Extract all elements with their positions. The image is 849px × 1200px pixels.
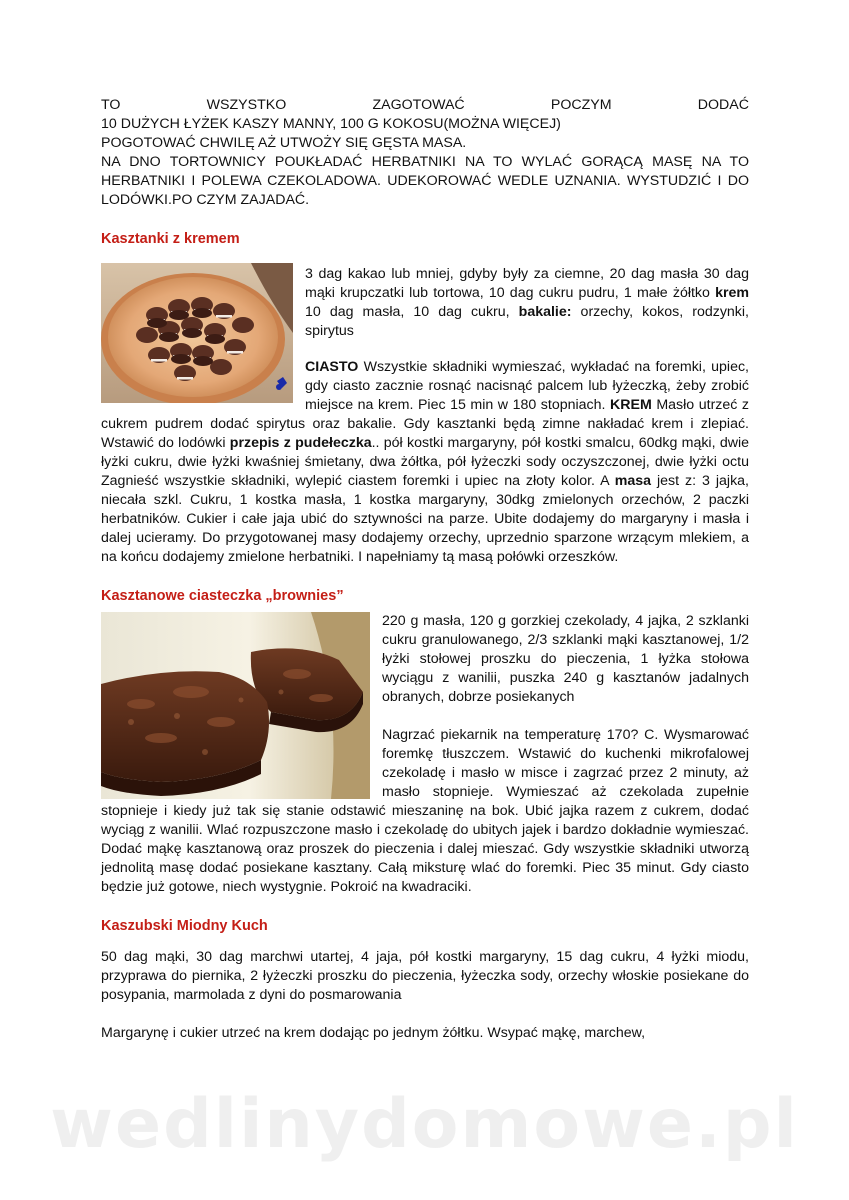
intro-line-1	[101, 96, 749, 115]
kuch-ingredients: 50 dag mąki, 30 dag marchwi utartej, 4 jaja, pół kostki margaryny, 15 dag cukru, 4 łyżki miodu, przyprawa do piernika, 2 łyżeczki proszku do pieczenia, łyżeczka sody, orzechy włoskie posiekane do posypania, marmolada z dyni do posmarowania	[101, 949, 749, 1003]
intro-word: DODAĆ	[697, 97, 749, 113]
kasztanki-heading: Kasztanki z kremem	[101, 231, 240, 247]
brownies-heading: Kasztanowe ciasteczka „brownies”	[101, 588, 344, 604]
kuch-method: Margarynę i cukier utrzeć na krem dodając po jednym żółtku. Wsypać mąkę, marchew,	[101, 1025, 646, 1041]
intro-paragraph: NA DNO TORTOWNICY POUKŁADAĆ HERBATNIKI NA TO WYLAĆ GORĄCĄ MASĘ NA TO HERBATNIKI I POLEWA CZEKOLADOWA. UDEKOROWAĆ WEDLE UZNANIA. WYSTUDZIĆ I DO LODÓWKI.PO CZYM ZAJADAĆ.	[101, 154, 749, 208]
brownies-section	[101, 612, 749, 897]
intro-line-3: POGOTOWAĆ CHWILĘ AŻ UTWOŻY SIĘ GĘSTA MASA.	[101, 135, 467, 151]
intro-word: TO	[101, 97, 121, 113]
watermark: wedlinydomowe.pl	[50, 1085, 799, 1164]
kuch-section	[101, 948, 749, 1043]
kuch-heading: Kaszubski Miodny Kuch	[101, 918, 268, 934]
brownies-method: Nagrzać piekarnik na temperaturę 170? C. Wysmarować foremkę tłuszczem. Wstawić do kuchenki mikrofalowej czekoladę i masło w misce i zagrzać przez 2 minuty, aż masło stopnieje. Wymieszać aż czekolada zupełnie stopnieje i kiedy już tak się stanie odstawić mieszaninę na bok. Ubić jajka razem z cukrem, dodać wyciąg z wanilii. Wlać rozpuszczone masło i czekoladę do ubitych jajek i bardzo dokładnie wymieszać. Dodać mąkę kasztanową oraz proszek do pieczenia i dalej mieszać. Gdy wszystkie składniki utworzą jednolitą masę dodać posiekane kasztany. Całą miksturę wlać do foremki. Piec 35 minut. Gdy ciasto będzie już gotowe, niech wystygnie. Pokroić na kwadraciki.	[101, 727, 749, 895]
kasztanki-photo	[101, 263, 293, 403]
kasztanki-method: CIASTO Wszystkie składniki wymieszać, wykładać na foremki, upiec, gdy ciasto zacznie rosnąć nacisnąć palcem lub łyżeczką, żeby zrobić miejsce na krem. Piec 15 min w 180 stopniach. KREM Masło utrzeć z cukrem pudrem dodać spirytus oraz bakalie. Gdy kasztanki będą zimne nakładać krem i zlepiać. Wstawić do lodówki przepis z pudełeczka.. pół kostki margaryny, pół kostki smalcu, 60dkg mąki, dwie łyżki cukru, dwie łyżki kwaśniej śmietany, dwa żółtka, pół łyżeczki sody oczyszczonej, dwie łyżki octu Zagnieść wszystkie składniki, wylepić ciastem foremki i upiec na złoty kolor. A masa jest z: 3 jajka, niecała szkl. Cukru, 1 kostka masła, 1 kostka margaryny, 30dkg zmielonych orzechów, 2 paczki herbatników. Cukier i całe jaja ubić do sztywności na parze. Ubite dodajemy do margaryny i masła i dalej ucieramy. Do przygotowanej masy dodajemy orzechy, uprzednio sparzone wrzącym mlekiem, a na końcu dodajemy zmielone herbatniki. I napełniamy tą masą połówki orzeszków.	[101, 359, 750, 565]
intro-word: ZAGOTOWAĆ	[372, 97, 465, 113]
kasztanki-ingredients: 3 dag kakao lub mniej, gdyby były za ciemne, 20 dag masła 30 dag mąki krupczatki lub tortowa, 10 dag cukru pudru, 1 małe żółtko krem 10 dag masła, 10 dag cukru, bakalie: orzechy, kokos, rodzynki, spirytus	[305, 266, 749, 339]
intro-section	[101, 96, 749, 210]
document-page	[101, 96, 749, 1043]
kasztanki-section	[101, 265, 749, 567]
brownies-ingredients: 220 g masła, 120 g gorzkiej czekolady, 4 jajka, 2 szklanki cukru granulowanego, 2/3 szklanki mąki kasztanowej, 1/2 łyżki stołowej proszku do pieczenia, 1 łyżka stołowa wyciągu z wanilii, puszka 240 g kasztanów jadalnych obranych, dobrze posiekanych	[382, 613, 749, 705]
intro-line-2: 10 DUŻYCH ŁYŻEK KASZY MANNY, 100 G KOKOSU(MOŻNA WIĘCEJ)	[101, 116, 561, 132]
brownies-photo	[101, 612, 370, 799]
intro-word: WSZYSTKO	[206, 97, 287, 113]
intro-word: POCZYM	[550, 97, 612, 113]
